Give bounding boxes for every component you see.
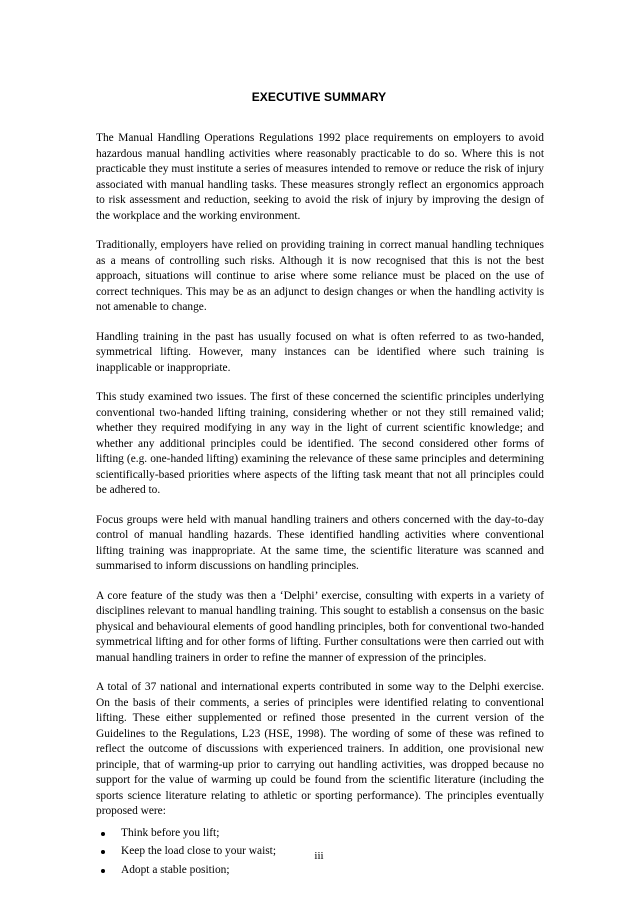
list-item-text: Keep the load close to your waist; [121, 845, 276, 857]
paragraph: Focus groups were held with manual handling trainers and others concerned with the day-to-day control of manual handling hazards. These identified handling activities where conventional lifting training was inappropriate. At the same time, the scientific literature was scanned and summarised to inform discussions on handling principles. [96, 513, 544, 572]
list-item-text: Think before you lift; [121, 826, 220, 839]
page-number: iii [314, 850, 324, 862]
paragraph: A core feature of the study was then a ‘Delphi’ exercise, consulting with experts in a variety of disciplines relevant to manual handling training. This sought to establish a consensus on the basic physical and behavioural elements of good handling principles, both for conventional two-handed symmetrical lifting and for other forms of lifting. Further consultations were then carried out with manual handling trainers in order to refine the manner of expression of the principles. [96, 589, 544, 664]
body-text [96, 131, 544, 881]
paragraph: This study examined two issues. The first of these concerned the scientific principles underlying conventional two-handed lifting training, considering whether or not they still remained valid; whether they required modifying in any way in the light of current scientific knowledge; and whether any additional principles could be identified. The second considered other forms of lifting (e.g. one-handed lifting) examining the relevance of these same principles and determining scientifically-based priorities where aspects of the lifting task meant that not all principles could be adhered to. [96, 391, 544, 496]
paragraph: Traditionally, employers have relied on providing training in correct manual handling techniques as a means of controlling such risks. Although it is now recognised that this is not the best approach, situations will continue to arise where some reliance must be placed on the use of correct techniques. This may be as an adjunct to design changes or when the handling activity is not amenable to change. [96, 239, 544, 313]
list-item [101, 863, 544, 879]
bullet-icon [101, 869, 105, 873]
list-item-text: Adopt a stable position; [121, 863, 230, 876]
page-title: EXECUTIVE SUMMARY [251, 90, 387, 104]
paragraph: Handling training in the past has usually focused on what is often referred to as two-handed, symmetrical lifting. However, many instances can be identified where such training is inapplicable or inappropriate. [96, 330, 544, 374]
list-item [101, 826, 544, 842]
bullet-icon [101, 832, 105, 836]
paragraph: The Manual Handling Operations Regulations 1992 place requirements on employers to avoid hazardous manual handling activities where reasonably practicable to do so. Where this is not practicable they must institute a series of measures intended to remove or reduce the risk of injury associated with manual handling tasks. These measures strongly reflect an ergonomics approach to risk assessment and reduction, seeking to avoid the risk of injury by improving the design of the workplace and the working environment. [96, 132, 544, 222]
paragraph: A total of 37 national and international experts contributed in some way to the Delphi exercise. On the basis of their comments, a series of principles were identified relating to conventional lifting. These either supplemented or refined those presented in the current version of the Guidelines to the Regulations, L23 (HSE, 1998). The wording of some of these was refined to reflect the outcome of discussions with experienced trainers. In addition, one provisional new principle, that of warming-up prior to carrying out handling activities, was dropped because no support for the value of warming up could be found from the scientific literature (including the sports science literature relating to athletic or sporting performance). The principles eventually proposed were: [96, 681, 544, 817]
